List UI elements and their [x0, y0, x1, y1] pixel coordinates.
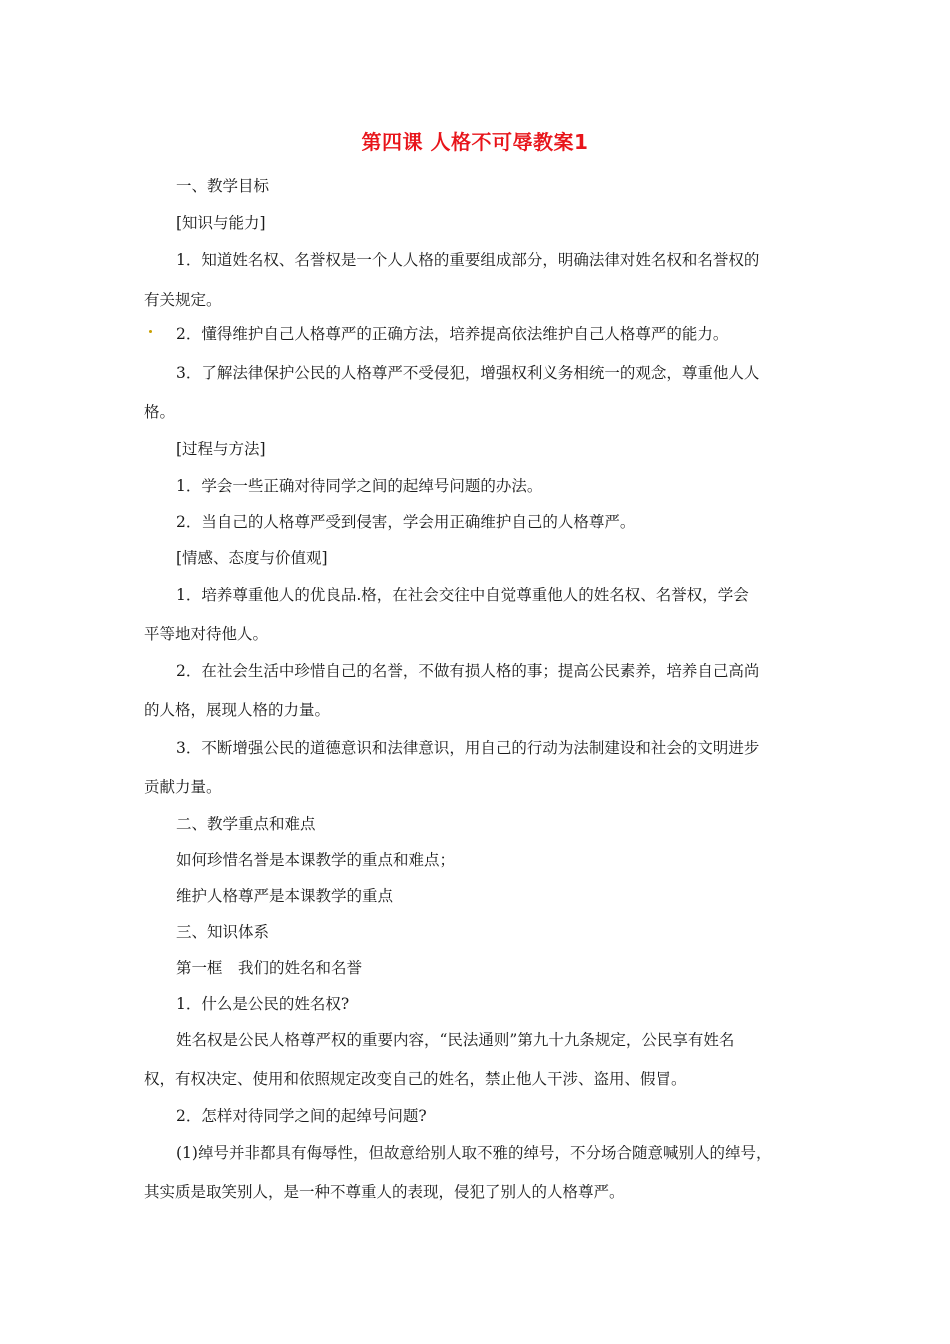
paragraph-line: 如何珍惜名誉是本课教学的重点和难点； [176, 851, 456, 869]
question-line: 1．什么是公民的姓名权? [176, 995, 350, 1013]
paragraph-line: 姓名权是公民人格尊严权的重要内容，“民法通则”第九十九条规定，公民享有姓名 [176, 1031, 735, 1049]
paragraph-line: 1．学会一些正确对待同学之间的起绰号问题的办法。 [176, 477, 543, 495]
paragraph-line: 1．知道姓名权、名誉权是一个人人格的重要组成部分，明确法律对姓名权和名誉权的 [176, 251, 760, 269]
section-heading-keypoints: 二、教学重点和难点 [176, 815, 316, 833]
paragraph-line: 维护人格尊严是本课教学的重点 [176, 887, 394, 905]
subheading-emotion: [情感、态度与价值观] [176, 549, 328, 567]
paragraph-line: 其实质是取笑别人，是一种不尊重人的表现，侵犯了别人的人格尊严。 [144, 1183, 625, 1201]
paragraph-line: 平等地对待他人。 [144, 625, 269, 643]
question-line: 2．怎样对待同学之间的起绰号问题? [176, 1107, 427, 1125]
paragraph-line: 的人格，展现人格的力量。 [144, 701, 331, 719]
paragraph-line: 权，有权决定、使用和依照规定改变自己的姓名，禁止他人干涉、盗用、假冒。 [144, 1070, 687, 1088]
paragraph-line: 2．在社会生活中珍惜自己的名誉，不做有损人格的事；提高公民素养，培养自己高尚 [176, 662, 760, 680]
paragraph-line: 有关规定。 [144, 291, 222, 309]
paragraph-line: 2．懂得维护自己人格尊严的正确方法，培养提高依法维护自己人格尊严的能力。 [176, 325, 729, 343]
subheading-process: [过程与方法] [176, 440, 266, 458]
subheading-knowledge: [知识与能力] [176, 214, 266, 232]
section-heading-objectives: 一、教学目标 [176, 177, 270, 195]
paragraph-line: 3．了解法律保护公民的人格尊严不受侵犯，增强权利义务相统一的观念，尊重他人人 [176, 364, 760, 382]
section-heading-knowledge-system: 三、知识体系 [176, 923, 270, 941]
paragraph-line: 3．不断增强公民的道德意识和法律意识，用自己的行动为法制建设和社会的文明进步 [176, 739, 760, 757]
paragraph-line: 格。 [144, 403, 176, 421]
paragraph-line: 1．培养尊重他人的优良品.格，在社会交往中自觉尊重他人的姓名权、名誉权，学会 [176, 586, 749, 604]
stray-dot-mark [149, 330, 152, 333]
document-title: 第四课 人格不可辱教案1 [361, 130, 589, 154]
paragraph-line: 贡献力量。 [144, 778, 222, 796]
paragraph-line: 2．当自己的人格尊严受到侵害，学会用正确维护自己的人格尊严。 [176, 513, 636, 531]
subheading-frame-one: 第一框 我们的姓名和名誉 [176, 959, 363, 977]
paragraph-line: (1)绰号并非都具有侮辱性，但故意给别人取不雅的绰号，不分场合随意喊别人的绰号， [176, 1144, 772, 1162]
